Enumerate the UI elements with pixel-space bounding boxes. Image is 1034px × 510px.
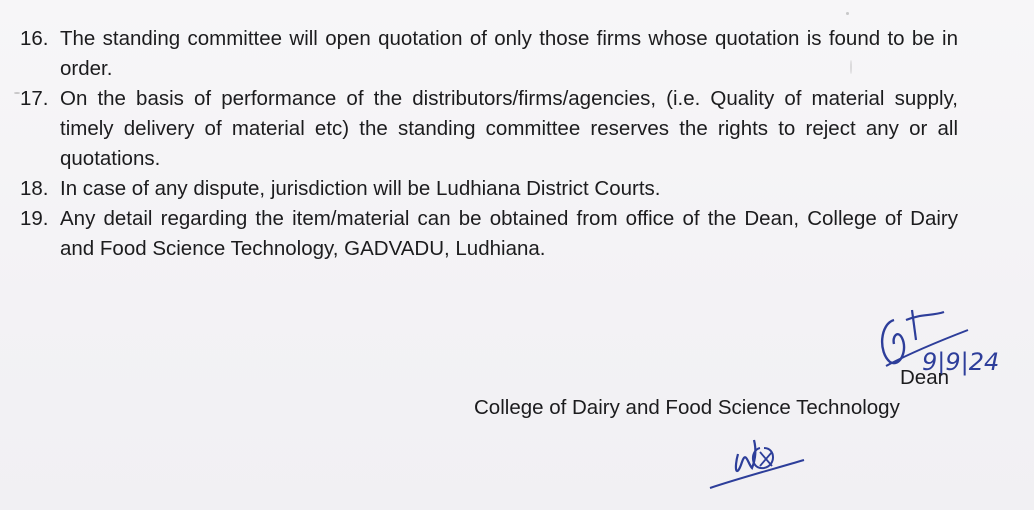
clause-text: On the basis of performance of the distributors/firms/agencies, (i.e. Quality of material supply, timely delivery of material etc) the standing committee reserves the rights to reject any or all quotations.	[60, 87, 958, 170]
scan-speck	[846, 12, 849, 15]
clause-number: 18.	[20, 177, 49, 200]
scan-speck	[850, 60, 852, 74]
designation: Dean	[900, 366, 950, 389]
signature-date: 9|9|24	[922, 348, 1000, 376]
institution-name: College of Dairy and Food Science Technology	[474, 396, 900, 419]
clause-19	[20, 204, 960, 264]
clause-17	[20, 84, 960, 174]
clause-number: 19.	[20, 207, 49, 230]
clause-number: 17.	[20, 87, 49, 110]
clause-18	[20, 174, 960, 204]
clause-number: 16.	[20, 27, 49, 50]
initials-mark	[700, 418, 810, 492]
clause-16	[20, 24, 960, 84]
terms-list	[20, 24, 960, 264]
clause-text: The standing committee will open quotation of only those firms whose quotation is found to be in order.	[60, 27, 958, 80]
clause-text: In case of any dispute, jurisdiction will be Ludhiana District Courts.	[60, 177, 661, 200]
clause-text: Any detail regarding the item/material can be obtained from office of the Dean, College of Dairy and Food Science Technology, GADVADU, Ludhiana.	[60, 207, 958, 260]
scan-speck	[14, 92, 20, 94]
